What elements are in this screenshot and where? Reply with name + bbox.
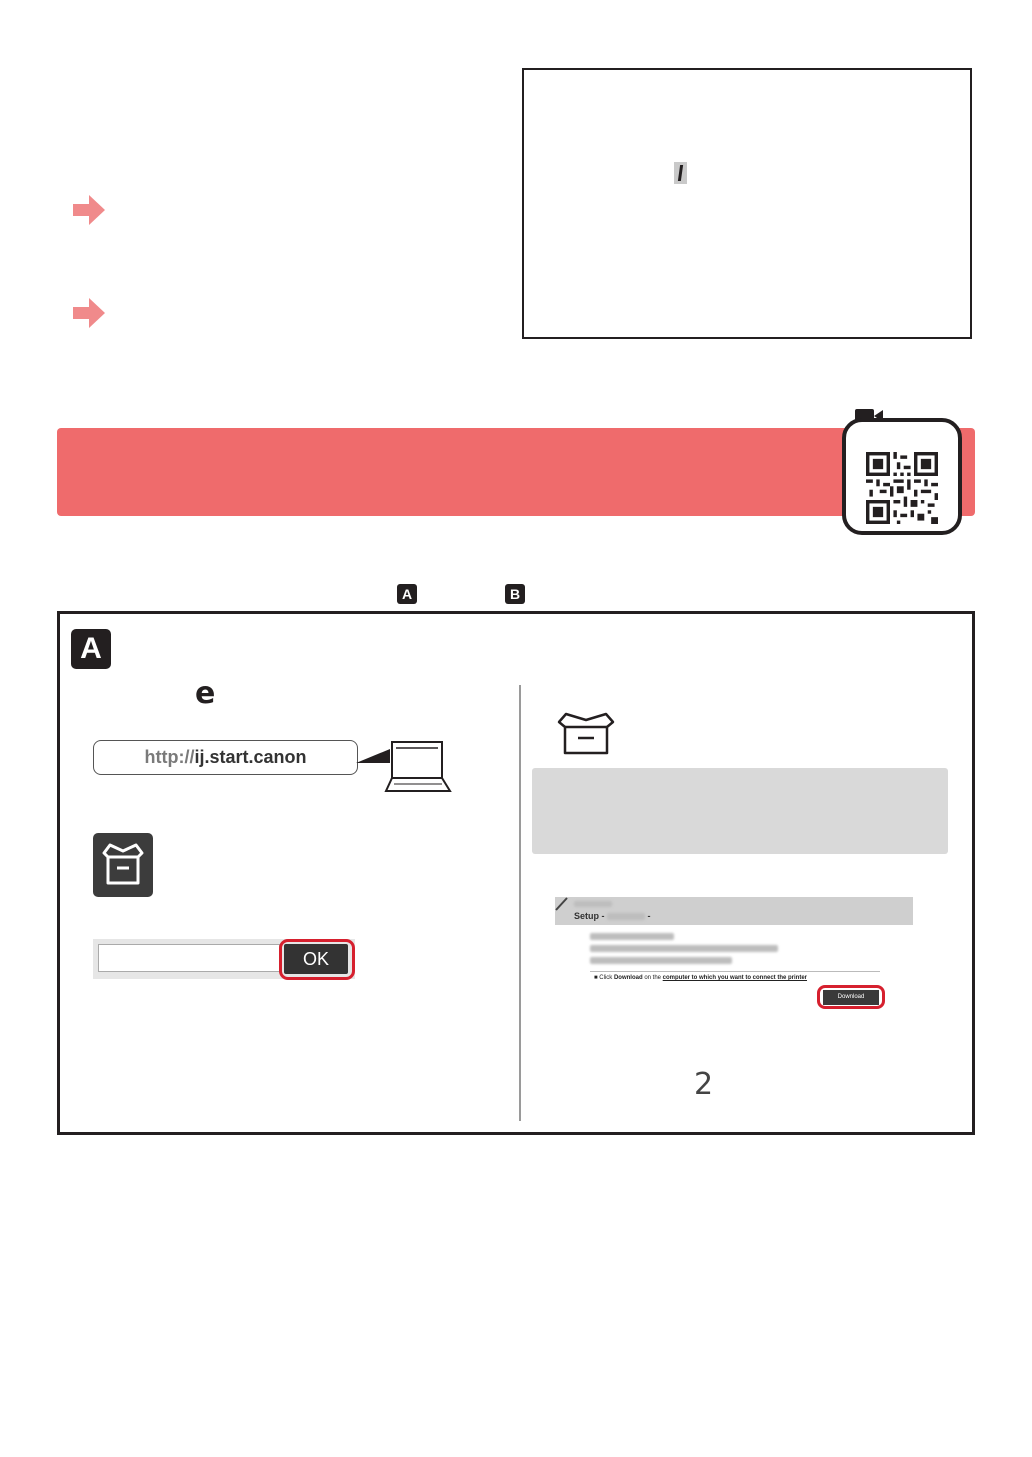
blurred-text bbox=[574, 901, 612, 907]
url-field[interactable] bbox=[93, 740, 358, 775]
panel-divider bbox=[519, 685, 521, 1121]
download-button[interactable]: Download bbox=[823, 990, 879, 1005]
blurred-text bbox=[590, 945, 778, 952]
url-scheme: http:// bbox=[144, 747, 195, 767]
setup-page-rule bbox=[590, 971, 880, 972]
setup-box-icon bbox=[555, 712, 617, 755]
edge-browser-icon: e bbox=[195, 676, 216, 711]
ok-button[interactable]: OK bbox=[284, 944, 348, 974]
note-box bbox=[532, 768, 948, 854]
url-host: ij.start.canon bbox=[194, 747, 307, 767]
ok-dialog-input[interactable] bbox=[98, 944, 280, 972]
step-number: 2 bbox=[694, 1067, 714, 1102]
corner-slash-icon bbox=[555, 897, 569, 911]
arrow-right-icon bbox=[73, 298, 105, 328]
setup-app-icon[interactable] bbox=[93, 833, 153, 897]
section-banner bbox=[57, 428, 975, 516]
download-instruction: ■ Click Download on the computer to which you want to connect the printer bbox=[594, 975, 808, 981]
setup-page-title: Setup - - bbox=[574, 911, 651, 921]
lcd-digit-indicator bbox=[674, 162, 687, 184]
computer-link[interactable]: computer to which you want to connect the printer bbox=[662, 975, 808, 981]
qr-code-frame[interactable] bbox=[842, 418, 962, 535]
panel-a-badge: A bbox=[71, 629, 111, 669]
arrow-right-icon bbox=[73, 195, 105, 225]
blurred-text bbox=[590, 957, 732, 964]
blurred-text bbox=[590, 933, 674, 940]
ok-highlight-ring bbox=[279, 939, 355, 980]
download-highlight-ring bbox=[817, 985, 885, 1009]
info-box bbox=[522, 68, 972, 339]
option-b-badge: B bbox=[505, 584, 525, 604]
option-a-badge: A bbox=[397, 584, 417, 604]
laptop-icon bbox=[356, 737, 452, 795]
qr-code[interactable] bbox=[866, 452, 938, 524]
